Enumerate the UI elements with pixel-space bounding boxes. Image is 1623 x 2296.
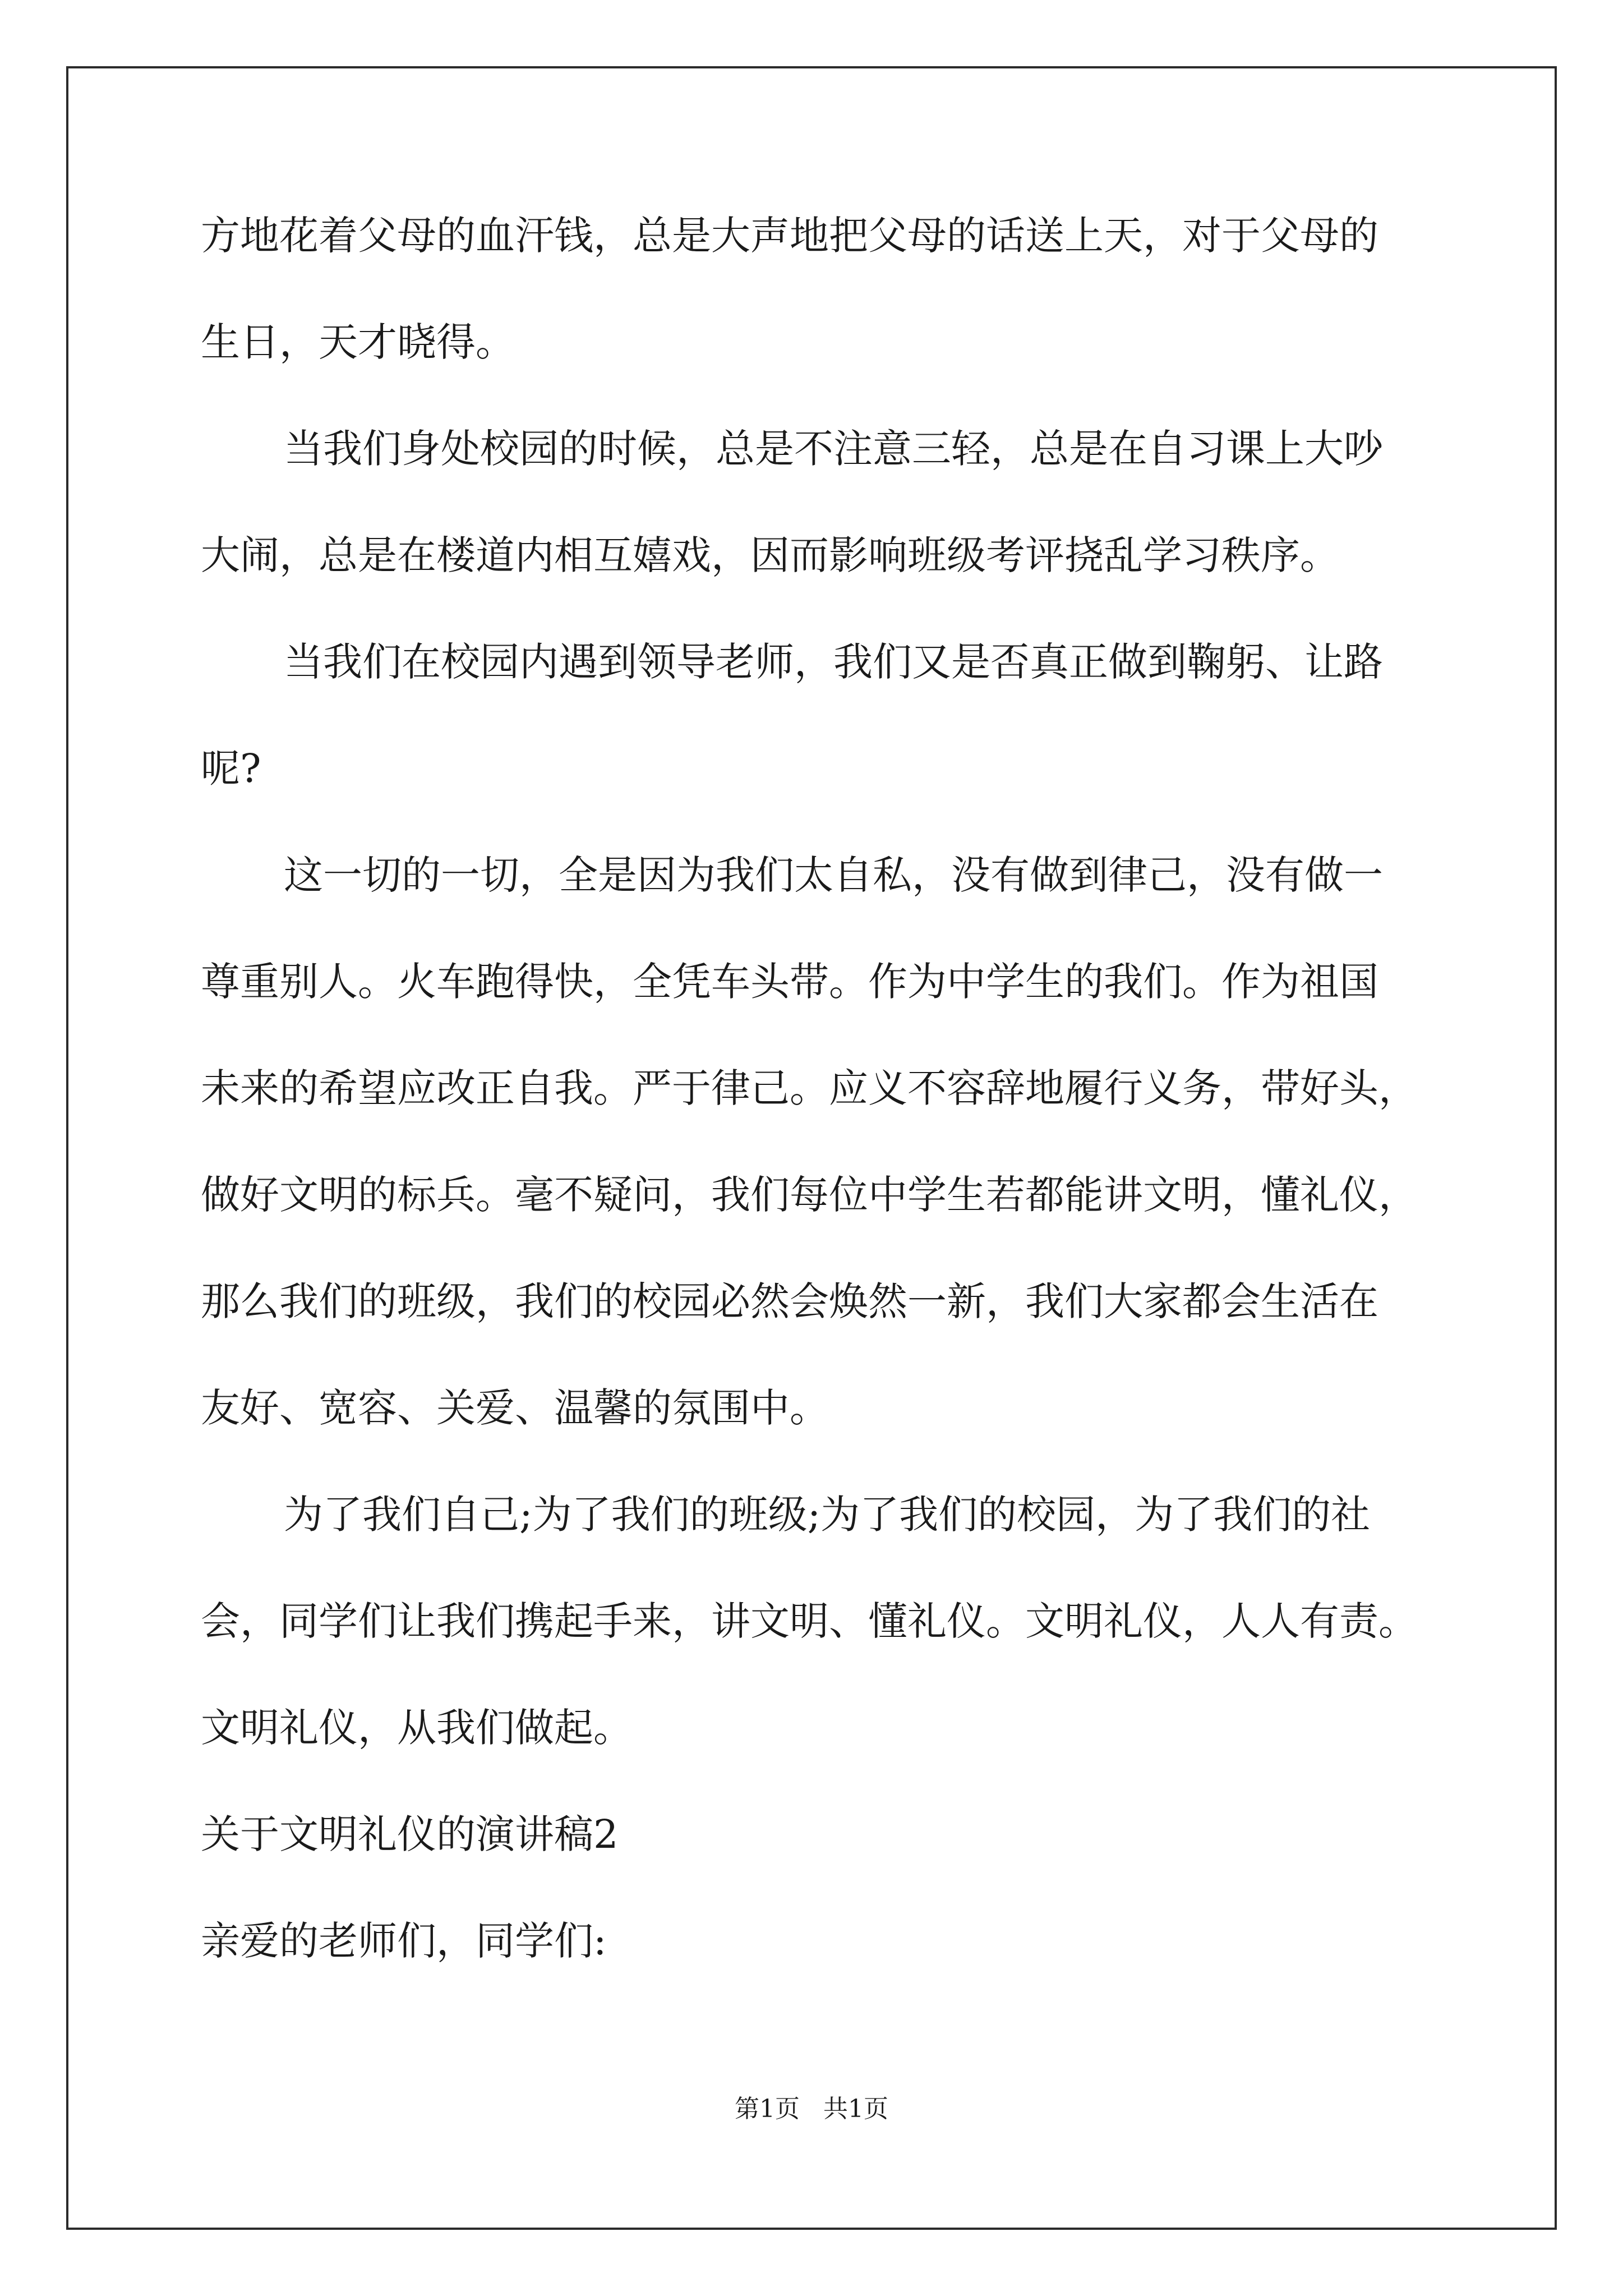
text-line: 做好文明的标兵。毫不疑问，我们每位中学生若都能讲文明，懂礼仪，	[201, 1172, 1418, 1218]
text-line: 生日，天才晓得。	[201, 319, 515, 365]
text-line: 大闹，总是在楼道内相互嬉戏，因而影响班级考评挠乱学习秩序。	[201, 532, 1339, 578]
text-line: 会，同学们让我们携起手来，讲文明、懂礼仪。文明礼仪，人人有责。	[201, 1598, 1418, 1644]
text-line: 未来的希望应改正自我。严于律己。应义不容辞地履行义务，带好头，	[201, 1065, 1418, 1111]
paragraph-start: 当我们身处校园的时候，总是不注意三轻，总是在自习课上大吵	[284, 426, 1383, 472]
text-line: 那么我们的班级，我们的校园必然会焕然一新，我们大家都会生活在	[201, 1278, 1378, 1324]
page-border	[66, 66, 1557, 2230]
paragraph-start: 这一切的一切，全是因为我们太自私，没有做到律己，没有做一	[284, 852, 1383, 898]
text-line: 尊重别人。火车跑得快，全凭车头带。作为中学生的我们。作为祖国	[201, 959, 1378, 1005]
salutation: 亲爱的老师们，同学们:	[201, 1918, 607, 1964]
text-line: 呢?	[201, 746, 261, 792]
text-line: 友好、宽容、关爱、温馨的氛围中。	[201, 1385, 829, 1431]
paragraph-start: 当我们在校园内遇到领导老师，我们又是否真正做到鞠躬、让路	[284, 639, 1383, 685]
paragraph-start: 为了我们自己;为了我们的班级;为了我们的校园，为了我们的社	[284, 1492, 1371, 1538]
page-footer: 第1页 共1页	[735, 2095, 888, 2123]
section-heading: 关于文明礼仪的演讲稿2	[201, 1811, 619, 1857]
text-line: 方地花着父母的血汗钱，总是大声地把父母的话送上天，对于父母的	[201, 213, 1378, 259]
text-line: 文明礼仪，从我们做起。	[201, 1705, 633, 1751]
